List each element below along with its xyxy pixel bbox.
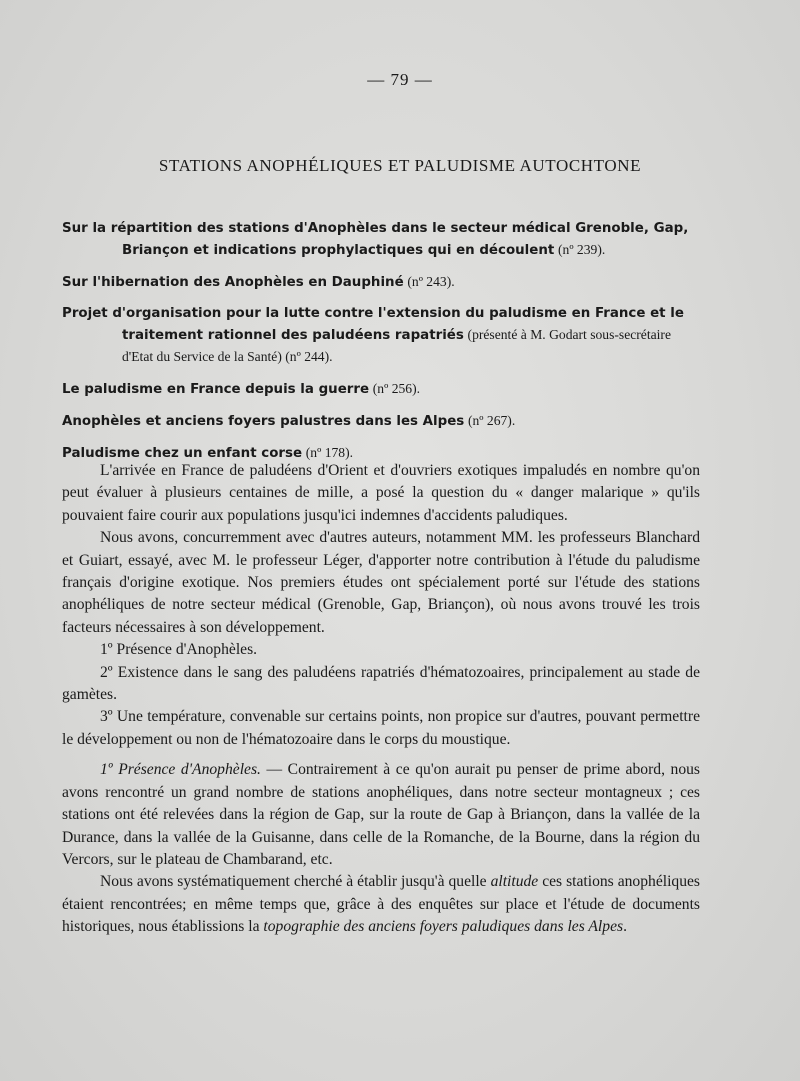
reference-note: (nº 239).	[558, 242, 606, 257]
paragraph	[62, 759, 700, 871]
paragraph: L'arrivée en France de paludéens d'Orient et d'ouvriers exotiques impaludés en nombre qu'on peut évaluer à plusieurs centaines de mille, a posé la question du « danger malarique » qu'ils pouvaient faire courir aux populations jusqu'ici indemnes d'accidents paludiques.	[62, 462, 700, 524]
paragraph: 3º Une température, convenable sur certains points, non propice sur d'autres, pouvant permettre le développement ou non de l'hématozoaire dans le corps du moustique.	[62, 708, 700, 748]
reference-item	[62, 303, 704, 368]
reference-item	[62, 378, 704, 400]
reference-note: (nº 267).	[467, 413, 516, 428]
reference-list	[62, 218, 704, 474]
reference-item	[62, 410, 704, 432]
paragraph-text: ces stations anophéliques étaient rencontrées; en même temps que, grâce à des enquêtes sur place et l'étude de documents historiques, nous établissions la	[62, 873, 700, 936]
reference-item	[62, 218, 704, 261]
reference-title: Le paludisme en France depuis la guerre	[62, 382, 370, 397]
reference-title: Projet d'organisation pour la lutte contre l'extension du paludisme en France et le traitement rationnel des paludéens rapatriés	[62, 306, 684, 343]
reference-note: (présenté à M. Godart sous-secrétaire d'Etat du Service de la Santé) (nº 244).	[122, 327, 671, 364]
paragraph-text: — Contrairement à ce qu'on aurait pu penser de prime abord, nous avons rencontré un grand nombre de stations anophéliques, dans notre secteur montagneux ; ces stations ont été relevées dans la région de Gap, sur la route de Gap à Briançon, dans la vallée de la Durance, dans la vallée de la Guisanne, dans celle de la Romanche, de la Bourne, dans la région du Vercors, sur le plateau de Chambarand, etc.	[62, 761, 700, 868]
paragraph-text: .	[623, 918, 627, 936]
reference-title: Anophèles et anciens foyers palustres dans les Alpes	[62, 414, 465, 429]
reference-note: (nº 243).	[407, 274, 455, 289]
reference-title: Sur l'hibernation des Anophèles en Dauphiné	[62, 275, 404, 290]
paragraph	[62, 871, 700, 938]
reference-title: Paludisme chez un enfant corse	[62, 446, 303, 461]
paragraph: Nous avons, concurremment avec d'autres auteurs, notamment MM. les professeurs Blanchard et Guiart, essayé, avec M. le professeur Léger, d'apporter notre contribution à l'étude du paludisme français d'origine exotique. Nos premiers études ont spécialement porté sur l'étude des stations anophéliques de notre secteur médical (Grenoble, Gap, Briançon), où nous avons trouvé les trois facteurs nécessaires à son développement.	[62, 529, 700, 636]
paragraph: 2º Existence dans le sang des paludéens rapatriés d'hématozoaires, principalement au stade de gamètes.	[62, 663, 700, 704]
reference-title: Sur la répartition des stations d'Anophèles dans le secteur médical Grenoble, Gap, Briançon et indications prophylactiques qui en découlent	[62, 221, 689, 258]
emphasis: topographie des anciens foyers paludiques dans les Alpes	[263, 918, 624, 936]
section-heading: 1º Présence d'Anophèles.	[100, 761, 261, 779]
reference-item	[62, 271, 704, 293]
page-title: STATIONS ANOPHÉLIQUES ET PALUDISME AUTOCHTONE	[158, 156, 642, 175]
reference-note: (nº 256).	[372, 381, 421, 396]
body-text	[62, 460, 700, 939]
paragraph: 1º Présence d'Anophèles.	[100, 641, 258, 659]
emphasis: altitude	[490, 873, 539, 891]
reference-note: (nº 178).	[305, 445, 354, 460]
page-number: — 79 —	[367, 70, 433, 89]
paragraph-text: Nous avons systématiquement cherché à établir jusqu'à quelle	[100, 873, 491, 891]
